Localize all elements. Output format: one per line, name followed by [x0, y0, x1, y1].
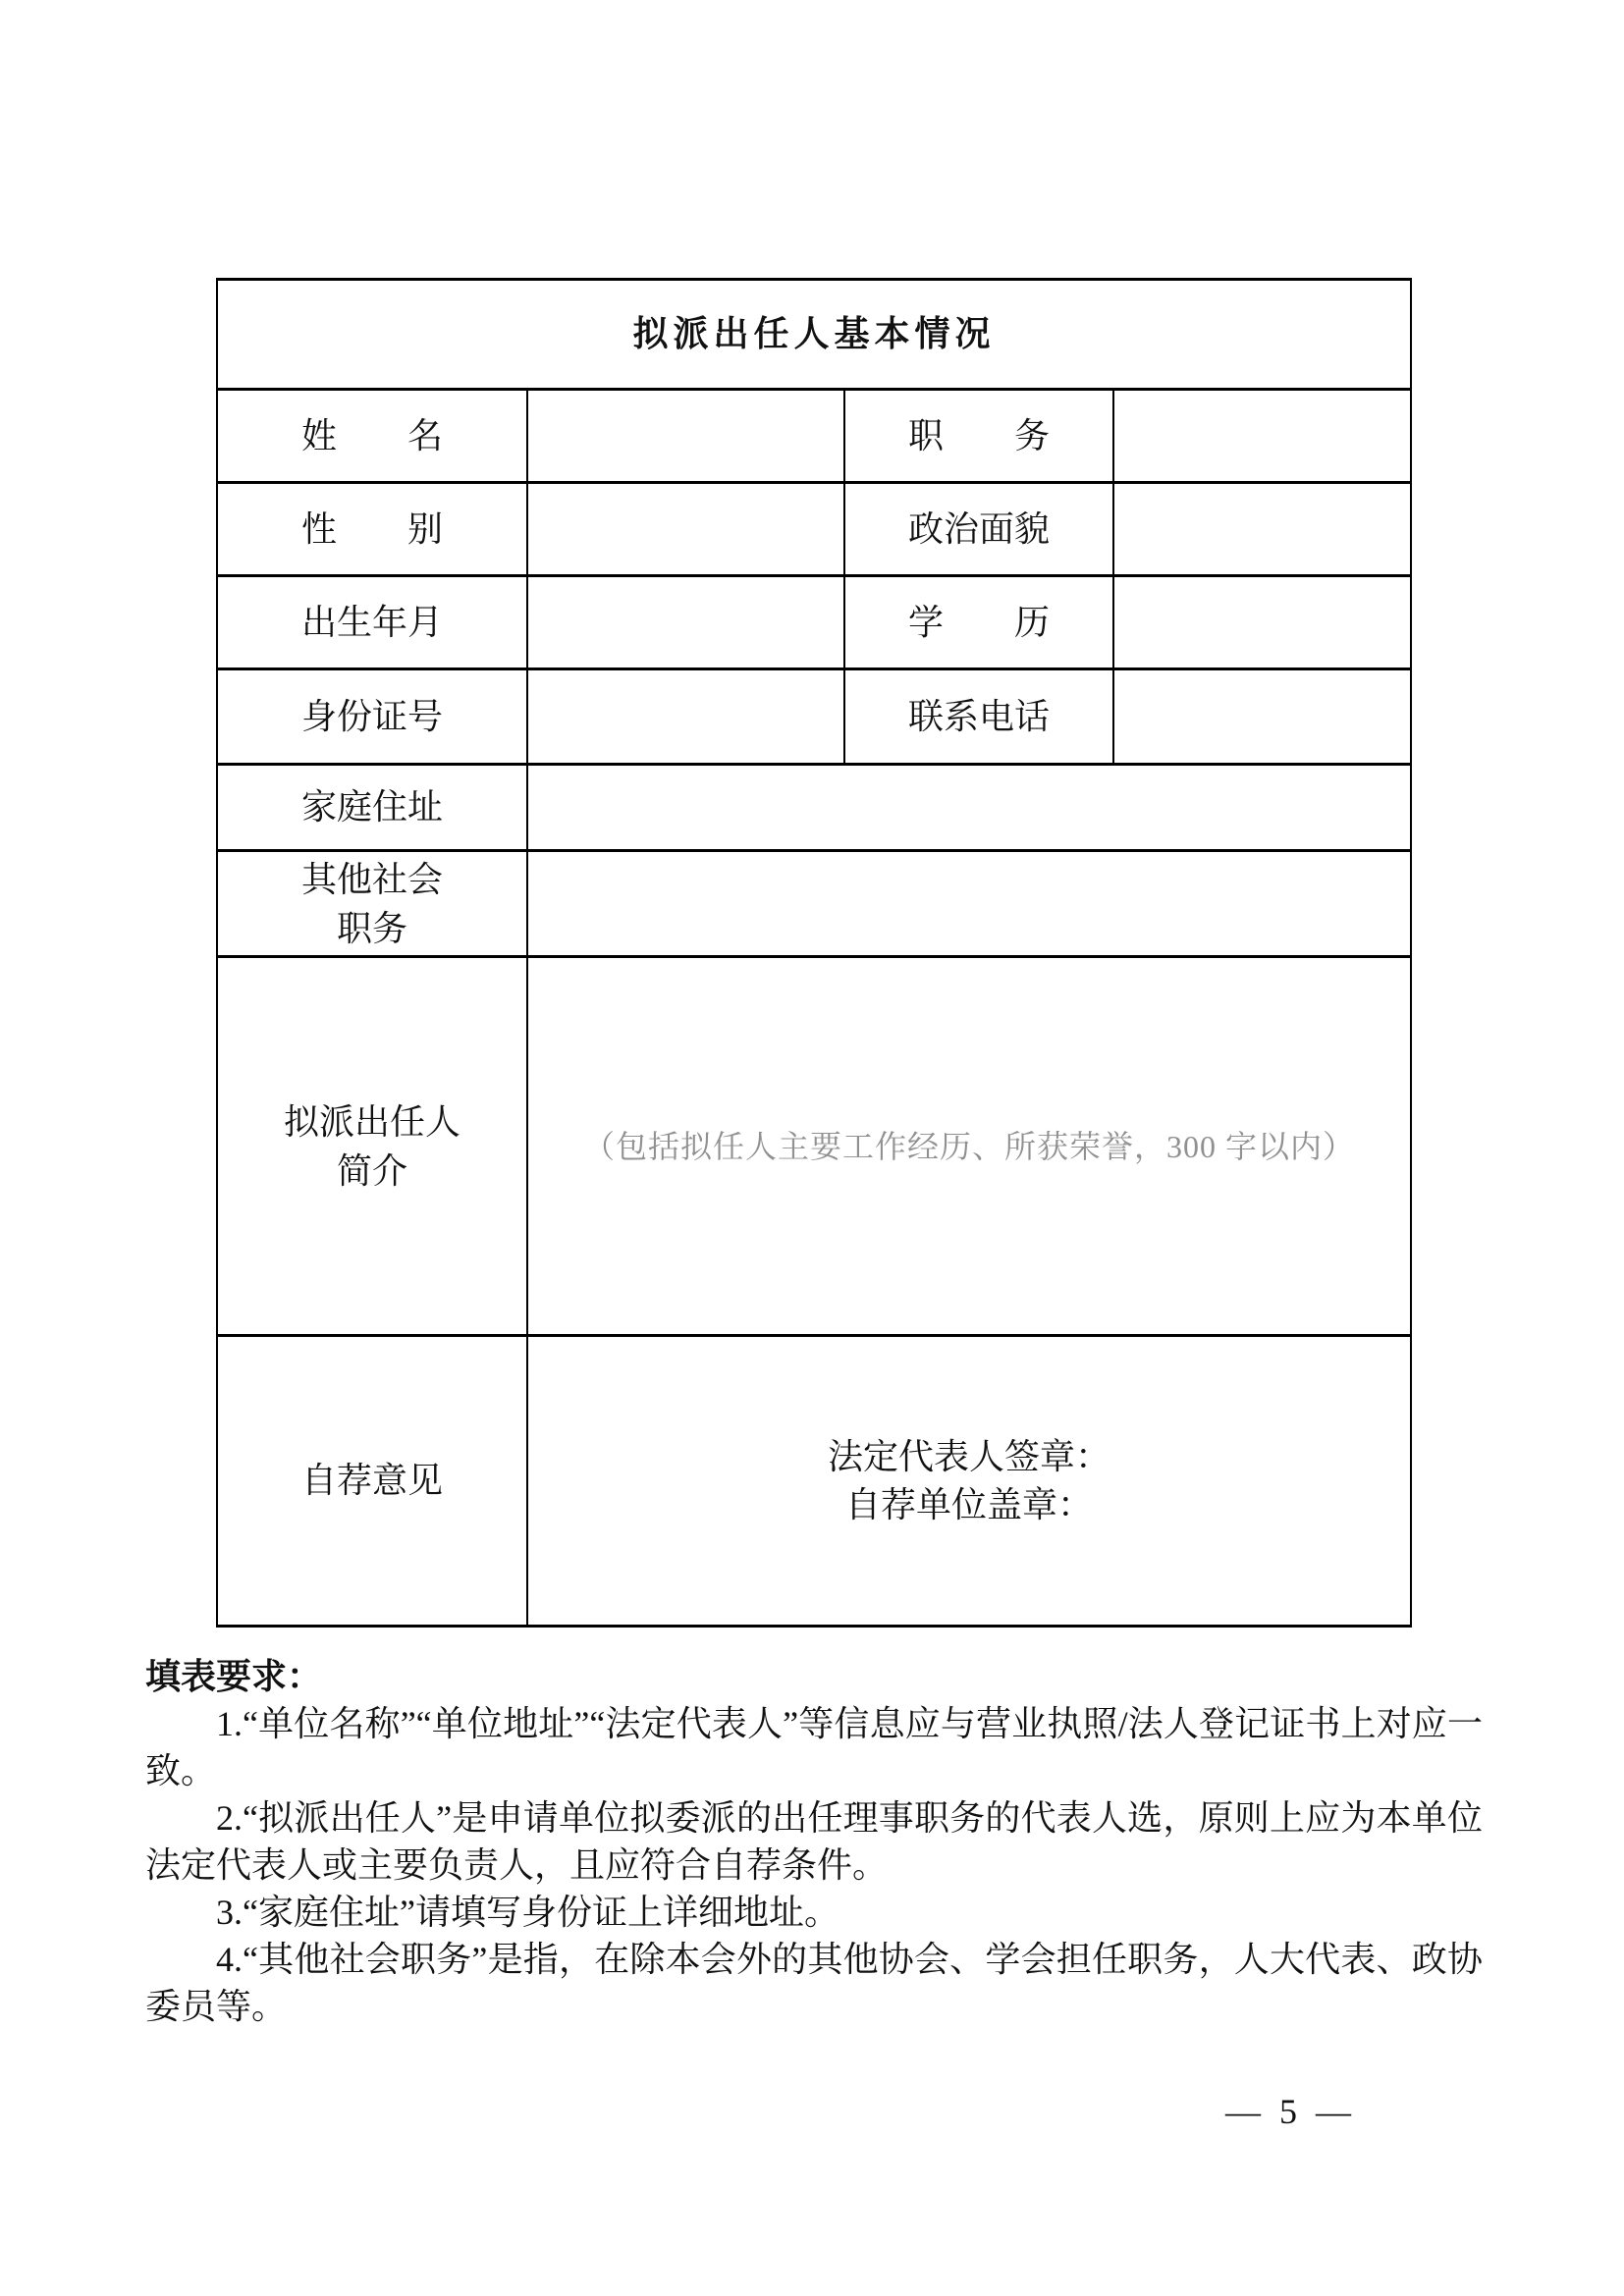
page-number: — 5 —: [1225, 2092, 1351, 2131]
political-status-label: 政治面貌: [844, 483, 1113, 576]
other-social-posts-input-cell[interactable]: [527, 851, 1411, 957]
birthdate-label: 出生年月: [217, 576, 527, 669]
other-social-posts-label-line1: 其他社会: [300, 859, 443, 899]
birthdate-input-cell[interactable]: [527, 576, 844, 669]
political-status-input-cell[interactable]: [1113, 483, 1411, 576]
table-row: [217, 851, 1411, 957]
table-row: [217, 669, 1411, 765]
form-filling-requirements: [145, 1653, 1483, 2030]
phone-label: 联系电话: [844, 669, 1113, 765]
note-item-3: 3.“家庭住址”请填写身份证上详细地址。: [216, 1893, 839, 1932]
notes-heading: 填表要求：: [145, 1657, 323, 1696]
appointee-bio-label-line1: 拟派出任人: [283, 1101, 460, 1142]
table-row: [217, 1336, 1411, 1627]
other-social-posts-label-line2: 职务: [336, 908, 407, 948]
table-row: [217, 483, 1411, 576]
education-label: 学 历: [844, 576, 1113, 669]
home-address-input-cell[interactable]: [527, 765, 1411, 851]
note-item-1: 1.“单位名称”“单位地址”“法定代表人”等信息应与营业执照/法人登记证书上对应一致。: [145, 1704, 1483, 1790]
education-input-cell[interactable]: [1113, 576, 1411, 669]
gender-input-cell[interactable]: [527, 483, 844, 576]
position-label: 职 务: [844, 390, 1113, 483]
home-address-label: 家庭住址: [217, 765, 527, 851]
legal-representative-signature-label: 法定代表人签章：: [828, 1436, 1111, 1476]
table-row: [217, 957, 1411, 1336]
table-row: [217, 765, 1411, 851]
id-number-input-cell[interactable]: [527, 669, 844, 765]
position-input-cell[interactable]: [1113, 390, 1411, 483]
phone-input-cell[interactable]: [1113, 669, 1411, 765]
appointee-bio-label: [217, 957, 527, 1336]
self-recommendation-input-cell[interactable]: [527, 1336, 1411, 1627]
id-number-label: 身份证号: [217, 669, 527, 765]
other-social-posts-label: [217, 851, 527, 957]
name-label: 姓 名: [217, 390, 527, 483]
appointee-info-table: [216, 278, 1412, 1628]
recommending-unit-seal-label: 自荐单位盖章：: [845, 1484, 1094, 1524]
table-row: [217, 390, 1411, 483]
table-title: 拟派出任人基本情况: [217, 280, 1411, 390]
gender-label: 性 别: [217, 483, 527, 576]
appointee-bio-placeholder: （包括拟任人主要工作经历、所获荣誉，300 字以内）: [583, 1129, 1356, 1165]
note-item-4: 4.“其他社会职务”是指，在除本会外的其他协会、学会担任职务，人大代表、政协委员等。: [145, 1940, 1483, 2026]
table-row: [217, 576, 1411, 669]
note-item-2: 2.“拟派出任人”是申请单位拟委派的出任理事职务的代表人选，原则上应为本单位法定代表人或主要负责人，且应符合自荐条件。: [145, 1798, 1483, 1885]
appointee-bio-input-cell[interactable]: [527, 957, 1411, 1336]
appointee-bio-label-line2: 简介: [336, 1150, 407, 1191]
name-input-cell[interactable]: [527, 390, 844, 483]
self-recommendation-label: 自荐意见: [217, 1336, 527, 1627]
